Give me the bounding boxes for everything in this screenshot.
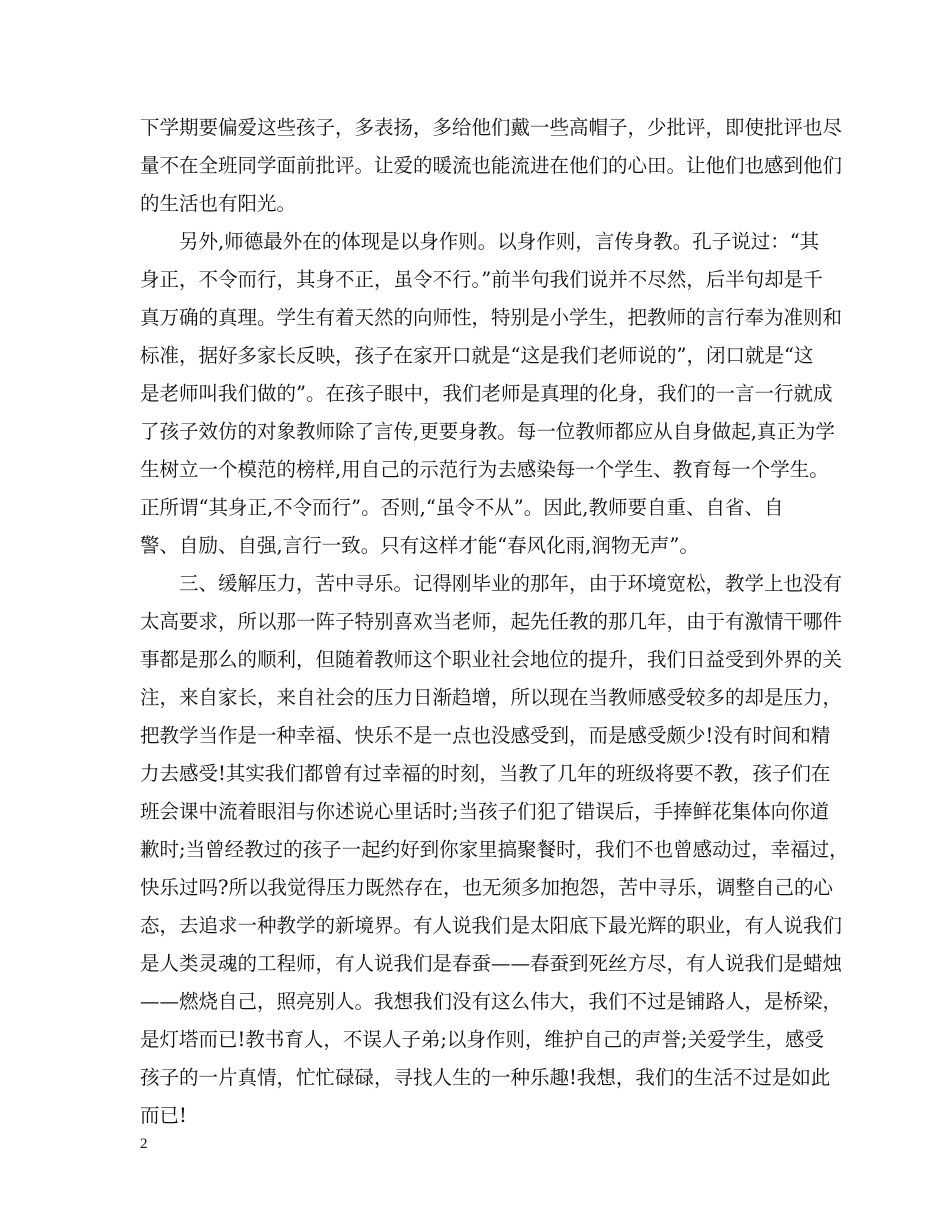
body-text-line: 三、缓解压力，苦中寻乐。记得刚毕业的那年，由于环境宽松，教学上也没有 bbox=[140, 572, 843, 595]
body-text-line: 警、自励、自强,言行一致。只有这样才能“春风化雨,润物无声”。 bbox=[140, 534, 699, 557]
body-text-line: 太高要求，所以那一阵子特别喜欢当老师，起先任教的那几年，由于有激情干哪件 bbox=[140, 610, 843, 633]
body-text-line: 的生活也有阳光。 bbox=[140, 192, 297, 215]
body-text-line: 事都是那么的顺利，但随着教师这个职业社会地位的提升，我们日益受到外界的关 bbox=[140, 648, 843, 671]
body-text-line: 标准，据好多家长反映，孩子在家开口就是“这是我们老师说的”，闭口就是“这 bbox=[140, 344, 814, 367]
body-text-line: 正所谓“其身正,不令而行”。否则,“虽令不从”。因此,教师要自重、自省、自 bbox=[140, 496, 784, 519]
body-text-line: 注，来自家长，来自社会的压力日渐趋增，所以现在当教师感受较多的却是压力， bbox=[140, 686, 843, 709]
body-text-line: 快乐过吗?所以我觉得压力既然存在，也无须多加抱怨，苦中寻乐，调整自己的心 bbox=[140, 876, 833, 899]
body-text-line: 是人类灵魂的工程师，有人说我们是春蚕——春蚕到死丝方尽，有人说我们是蜡烛 bbox=[140, 952, 843, 975]
body-text-line: 另外,师德最外在的体现是以身作则。以身作则，言传身教。孔子说过：“其 bbox=[140, 230, 820, 253]
body-text-line: 态，去追求一种教学的新境界。有人说我们是太阳底下最光辉的职业，有人说我们 bbox=[140, 914, 843, 937]
body-text-line: 把教学当作是一种幸福、快乐不是一点也没感受到，而是感受颇少!没有时间和精 bbox=[140, 724, 831, 747]
body-text-line: 歉时;当曾经教过的孩子一起约好到你家里搞聚餐时，我们不也曾感动过，幸福过， bbox=[140, 838, 849, 861]
body-text-line: 力去感受!其实我们都曾有过幸福的时刻，当教了几年的班级将要不教，孩子们在 bbox=[140, 762, 831, 785]
body-text-line: 了孩子效仿的对象教师除了言传,更要身教。每一位教师都应从自身做起,真正为学 bbox=[140, 420, 835, 443]
page-number: 2 bbox=[140, 1136, 148, 1152]
body-text-line: 真万确的真理。学生有着天然的向师性，特别是小学生，把教师的言行奉为准则和 bbox=[140, 306, 843, 329]
body-text-line: 是老师叫我们做的”。在孩子眼中，我们老师是真理的化身，我们的一言一行就成 bbox=[140, 382, 833, 405]
body-text-line: 班会课中流着眼泪与你述说心里话时;当孩子们犯了错误后，手捧鲜花集体向你道 bbox=[140, 800, 830, 823]
body-text-line: 而已! bbox=[140, 1104, 187, 1127]
body-text-line: 生树立一个模范的榜样,用自己的示范行为去感染每一个学生、教育每一个学生。 bbox=[140, 458, 829, 481]
body-text-line: 是灯塔而已!教书育人，不误人子弟;以身作则，维护自己的声誉;关爱学生，感受 bbox=[140, 1028, 824, 1051]
body-text-line: ——燃烧自己，照亮别人。我想我们没有这么伟大，我们不过是铺路人，是桥梁， bbox=[140, 990, 843, 1013]
body-text-line: 孩子的一片真情，忙忙碌碌，寻找人生的一种乐趣!我想，我们的生活不过是如此 bbox=[140, 1066, 831, 1089]
body-text-line: 量不在全班同学面前批评。让爱的暖流也能流进在他们的心田。让他们也感到他们 bbox=[140, 154, 843, 177]
body-text-line: 身正，不令而行，其身不正，虽令不行。”前半句我们说并不尽然，后半句却是千 bbox=[140, 268, 823, 291]
body-text-line: 下学期要偏爱这些孩子，多表扬，多给他们戴一些高帽子，少批评，即使批评也尽 bbox=[140, 116, 843, 139]
